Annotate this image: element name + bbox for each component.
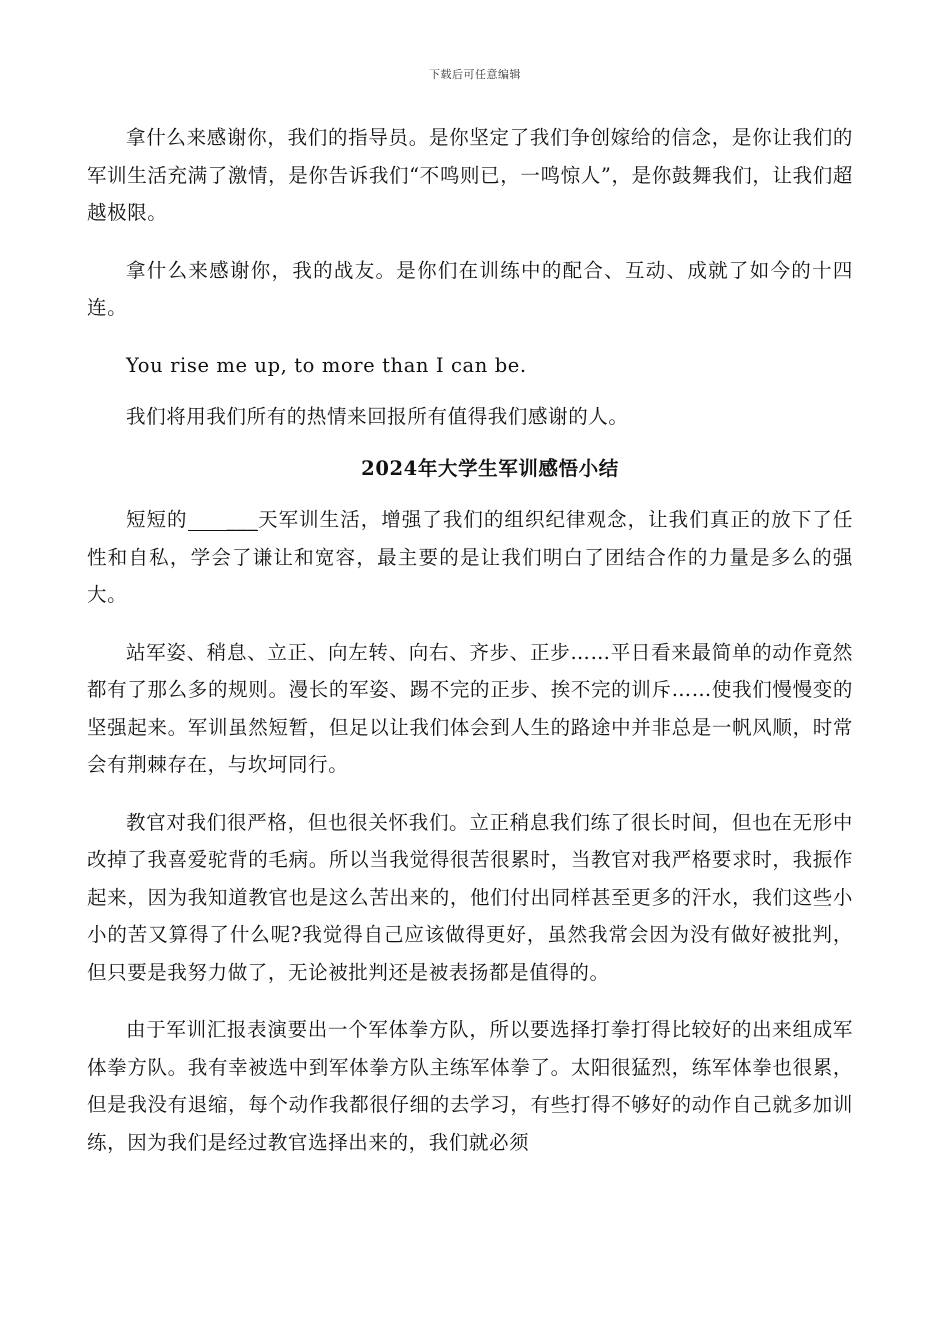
intro-suffix: 天军训生活，增强了我们的组织纪律观念，让我们真正的放下了任性和自私，学会了谦让和宽容，最主要的是让我们明白了团结合作的力量是多么的强大。 [87, 508, 853, 606]
paragraph-summary-intro [87, 501, 853, 614]
paragraph-instructor: 教官对我们很严格，但也很关怀我们。立正稍息我们练了很长时间，但也在无形中改掉了我喜爱驼背的毛病。所以当我觉得很苦很累时，当教官对我严格要求时，我振作起来，因为我知道教官也是这么苦出来的，他们付出同样甚至更多的汗水，我们这些小小的苦又算得了什么呢?我觉得自己应该做得更好，虽然我常会因为没有做好被批判，但只要是我努力做了，无论被批判还是被表扬都是值得的。 [87, 810, 853, 984]
fill-in-blank: ___ [188, 510, 258, 531]
paragraph-thanks-instructor: 拿什么来感谢你，我们的指导员。是你坚定了我们争创嫁给的信念，是你让我们的军训生活充满了激情，是你告诉我们“不鸣则已，一鸣惊人”，是你鼓舞我们，让我们超越极限。 [87, 126, 853, 224]
intro-prefix: 短短的 [126, 508, 188, 531]
section-title: 2024年大学生军训感悟小结 [361, 456, 619, 480]
document-body [87, 119, 853, 1161]
paragraph-drills: 站军姿、稍息、立正、向左转、向右、齐步、正步……平日看来最简单的动作竟然都有了那么多的规则。漫长的军姿、踢不完的正步、挨不完的训斥……使我们慢慢变的坚强起来。军训虽然短暂，但足以让我们体会到人生的路途中并非总是一帆风顺，时常会有荆棘存在，与坎坷同行。 [87, 640, 853, 776]
paragraph-english-quote: You rise me up, to more than I can be. [126, 353, 527, 377]
paragraph-thanks-comrades: 拿什么来感谢你，我的战友。是你们在训练中的配合、互动、成就了如今的十四连。 [87, 258, 853, 319]
paragraph-gratitude: 我们将用我们所有的热情来回报所有值得我们感谢的人。 [126, 405, 629, 428]
paragraph-boxing-team: 由于军训汇报表演要出一个军体拳方队，所以要选择打拳打得比较好的出来组成军体拳方队。我有幸被选中到军体拳方队主练军体拳了。太阳很猛烈，练军体拳也很累，但是我没有退缩，每个动作我都很仔细的去学习，有些打得不够好的动作自己就多加训练，因为我们是经过教官选择出来的，我们就必须 [87, 1018, 853, 1154]
header-note: 下载后可任意编辑 [429, 68, 521, 81]
